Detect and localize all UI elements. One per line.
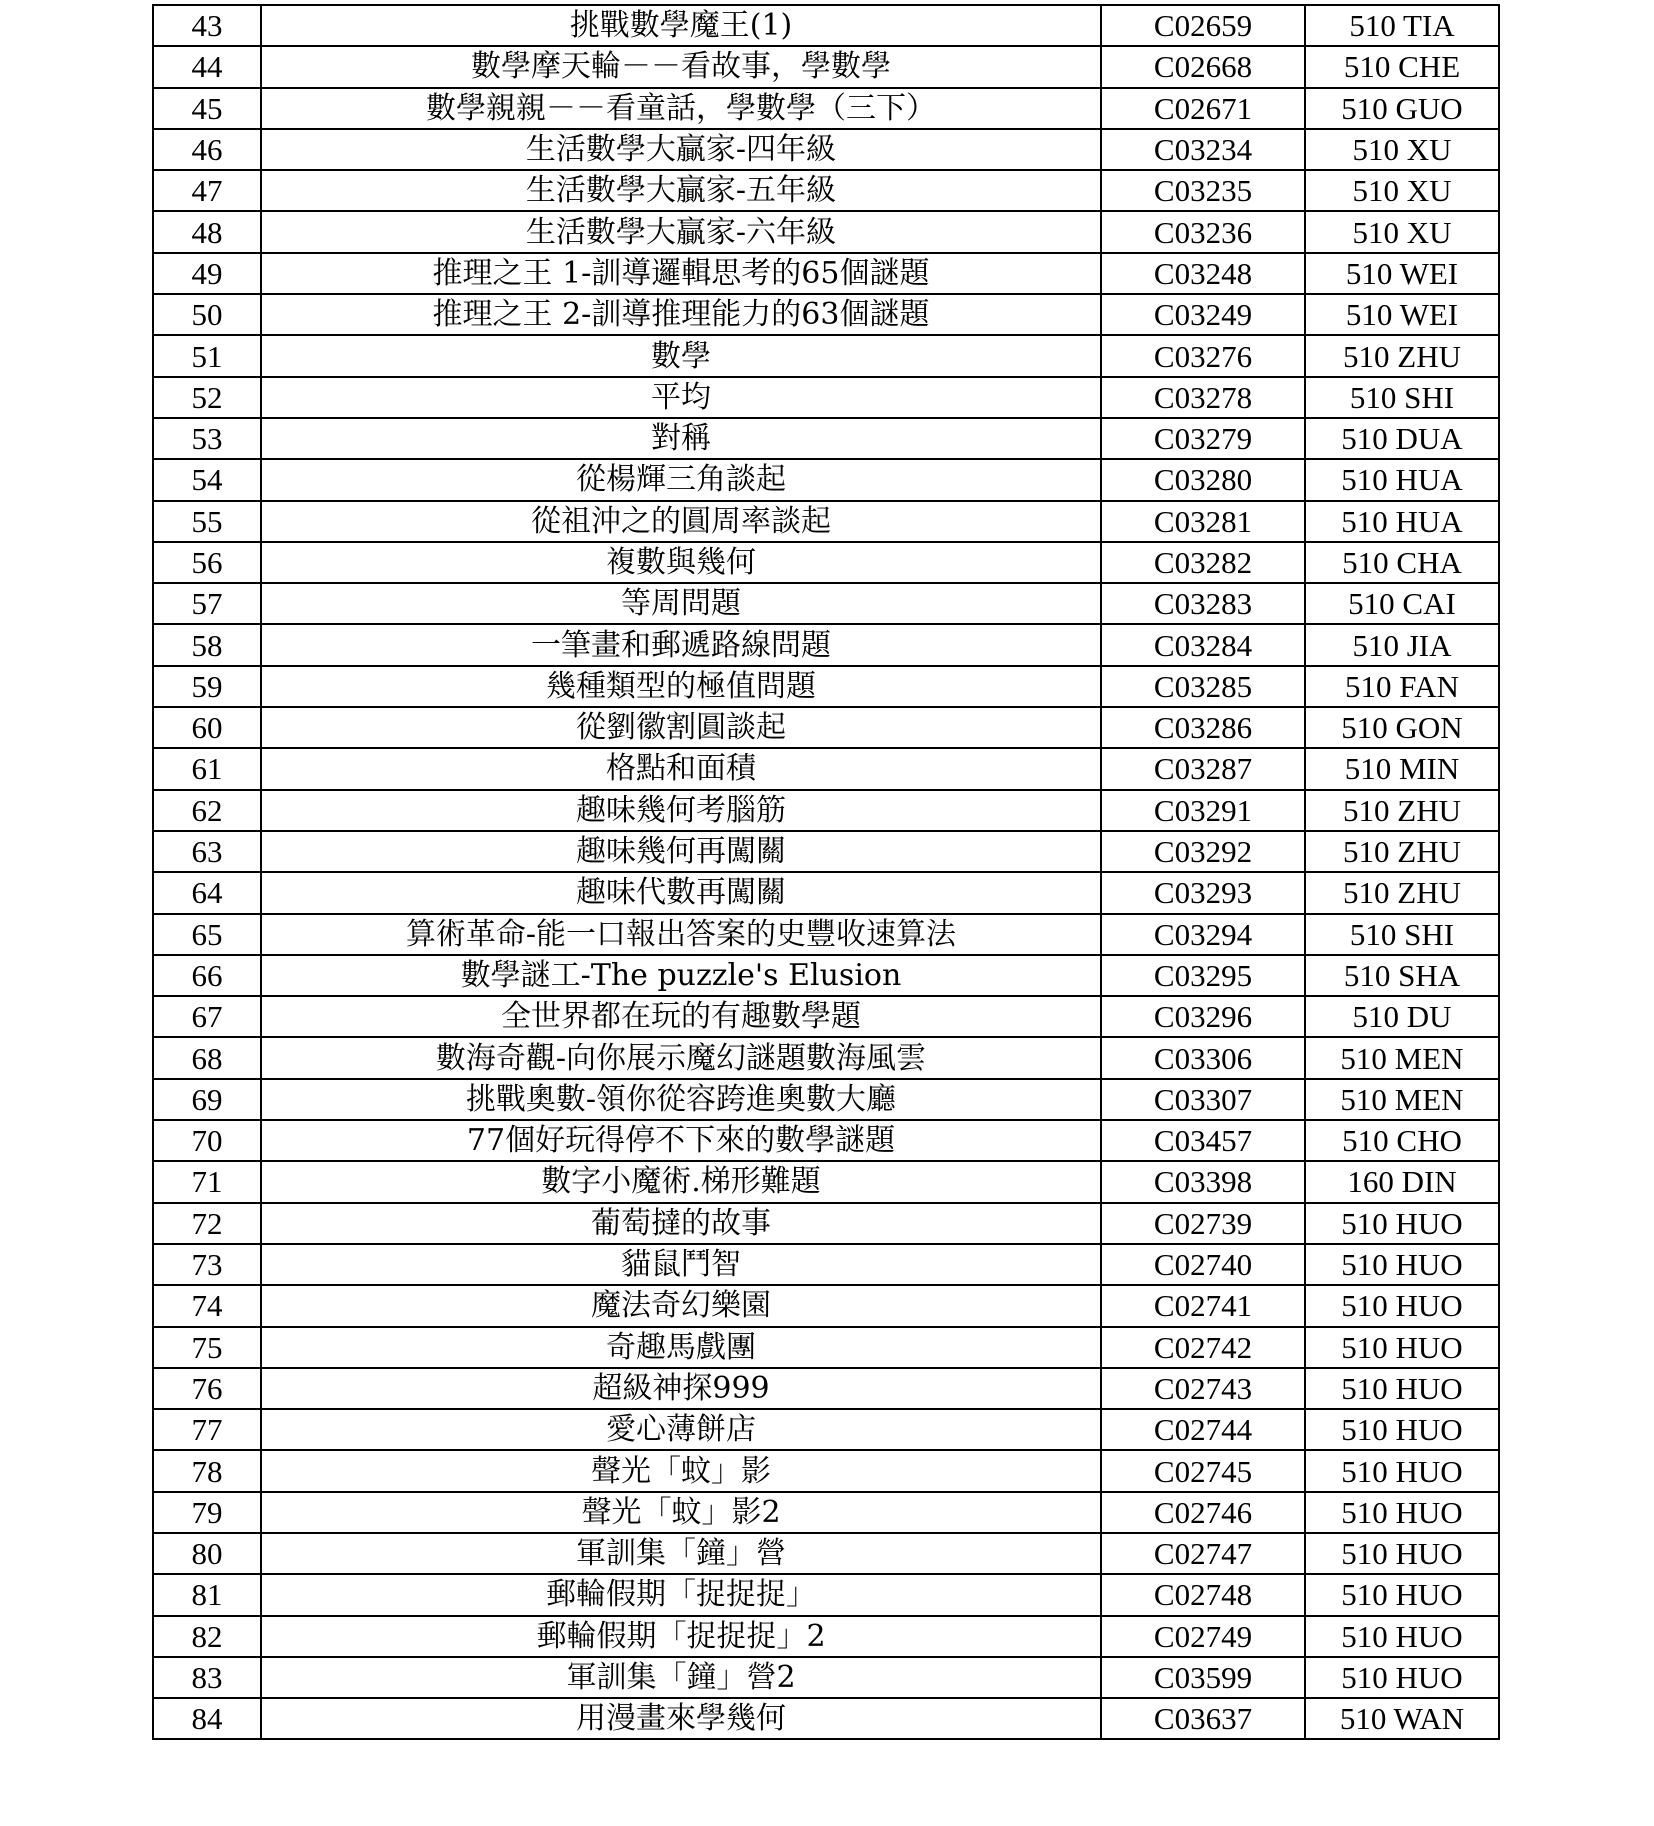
book-title-cell: 挑戰數學魔王(1) xyxy=(261,5,1101,46)
call-number-cell: 510 HUA xyxy=(1305,501,1499,542)
item-code-cell: C03281 xyxy=(1101,501,1305,542)
call-number-cell: 510 WEI xyxy=(1305,294,1499,335)
item-code-cell: C03296 xyxy=(1101,996,1305,1037)
item-code-cell: C02745 xyxy=(1101,1450,1305,1491)
table-row xyxy=(153,211,1499,252)
book-title-cell: 全世界都在玩的有趣數學題 xyxy=(261,996,1101,1037)
item-code-cell: C03293 xyxy=(1101,872,1305,913)
table-row xyxy=(153,501,1499,542)
row-number-cell: 76 xyxy=(153,1368,261,1409)
row-number-cell: 61 xyxy=(153,748,261,789)
book-title-cell: 魔法奇幻樂園 xyxy=(261,1285,1101,1326)
item-code-cell: C03235 xyxy=(1101,170,1305,211)
book-title-cell: 軍訓集「鐘」營2 xyxy=(261,1657,1101,1698)
call-number-cell: 510 SHI xyxy=(1305,377,1499,418)
row-number-cell: 59 xyxy=(153,666,261,707)
row-number-cell: 55 xyxy=(153,501,261,542)
book-title-cell: 貓鼠鬥智 xyxy=(261,1244,1101,1285)
book-title-cell: 數海奇觀-向你展示魔幻謎題數海風雲 xyxy=(261,1037,1101,1078)
call-number-cell: 510 CHE xyxy=(1305,46,1499,87)
item-code-cell: C03283 xyxy=(1101,583,1305,624)
book-title-cell: 推理之王 1-訓導邏輯思考的65個謎題 xyxy=(261,253,1101,294)
table-row xyxy=(153,5,1499,46)
call-number-cell: 510 XU xyxy=(1305,129,1499,170)
book-title-cell: 數學親親－－看童話，學數學（三下） xyxy=(261,88,1101,129)
row-number-cell: 72 xyxy=(153,1203,261,1244)
item-code-cell: C03282 xyxy=(1101,542,1305,583)
book-title-cell: 數字小魔術.梯形難題 xyxy=(261,1161,1101,1202)
item-code-cell: C03637 xyxy=(1101,1698,1305,1739)
book-title-cell: 葡萄撻的故事 xyxy=(261,1203,1101,1244)
book-title-cell: 郵輪假期「捉捉捉」2 xyxy=(261,1616,1101,1657)
row-number-cell: 45 xyxy=(153,88,261,129)
item-code-cell: C02668 xyxy=(1101,46,1305,87)
table-row xyxy=(153,1698,1499,1739)
book-title-cell: 生活數學大贏家-四年級 xyxy=(261,129,1101,170)
row-number-cell: 80 xyxy=(153,1533,261,1574)
item-code-cell: C03280 xyxy=(1101,459,1305,500)
table-row xyxy=(153,707,1499,748)
call-number-cell: 510 JIA xyxy=(1305,624,1499,665)
book-title-cell: 從劉徽割圓談起 xyxy=(261,707,1101,748)
table-row xyxy=(153,872,1499,913)
call-number-cell: 510 ZHU xyxy=(1305,831,1499,872)
call-number-cell: 510 SHI xyxy=(1305,914,1499,955)
book-title-cell: 幾種類型的極值問題 xyxy=(261,666,1101,707)
table-row xyxy=(153,1657,1499,1698)
row-number-cell: 60 xyxy=(153,707,261,748)
call-number-cell: 510 HUO xyxy=(1305,1203,1499,1244)
table-row xyxy=(153,170,1499,211)
item-code-cell: C02747 xyxy=(1101,1533,1305,1574)
row-number-cell: 58 xyxy=(153,624,261,665)
item-code-cell: C03248 xyxy=(1101,253,1305,294)
call-number-cell: 510 HUO xyxy=(1305,1492,1499,1533)
row-number-cell: 57 xyxy=(153,583,261,624)
row-number-cell: 65 xyxy=(153,914,261,955)
call-number-cell: 160 DIN xyxy=(1305,1161,1499,1202)
row-number-cell: 63 xyxy=(153,831,261,872)
book-title-cell: 等周問題 xyxy=(261,583,1101,624)
table-row xyxy=(153,1079,1499,1120)
table-row xyxy=(153,418,1499,459)
table-row xyxy=(153,624,1499,665)
table-row xyxy=(153,129,1499,170)
item-code-cell: C02749 xyxy=(1101,1616,1305,1657)
item-code-cell: C03278 xyxy=(1101,377,1305,418)
book-title-cell: 超級神探999 xyxy=(261,1368,1101,1409)
book-catalog-table xyxy=(152,4,1500,1740)
call-number-cell: 510 CHO xyxy=(1305,1120,1499,1161)
call-number-cell: 510 SHA xyxy=(1305,955,1499,996)
row-number-cell: 43 xyxy=(153,5,261,46)
call-number-cell: 510 XU xyxy=(1305,211,1499,252)
book-title-cell: 數學摩天輪－－看故事，學數學 xyxy=(261,46,1101,87)
row-number-cell: 52 xyxy=(153,377,261,418)
row-number-cell: 69 xyxy=(153,1079,261,1120)
item-code-cell: C03284 xyxy=(1101,624,1305,665)
book-title-cell: 生活數學大贏家-六年級 xyxy=(261,211,1101,252)
item-code-cell: C03276 xyxy=(1101,335,1305,376)
item-code-cell: C03292 xyxy=(1101,831,1305,872)
item-code-cell: C03279 xyxy=(1101,418,1305,459)
call-number-cell: 510 HUO xyxy=(1305,1533,1499,1574)
item-code-cell: C02744 xyxy=(1101,1409,1305,1450)
book-title-cell: 軍訓集「鐘」營 xyxy=(261,1533,1101,1574)
item-code-cell: C03307 xyxy=(1101,1079,1305,1120)
call-number-cell: 510 WAN xyxy=(1305,1698,1499,1739)
item-code-cell: C02748 xyxy=(1101,1574,1305,1615)
item-code-cell: C02740 xyxy=(1101,1244,1305,1285)
table-row xyxy=(153,914,1499,955)
book-title-cell: 趣味代數再闖關 xyxy=(261,872,1101,913)
book-title-cell: 生活數學大贏家-五年級 xyxy=(261,170,1101,211)
row-number-cell: 56 xyxy=(153,542,261,583)
table-row xyxy=(153,1120,1499,1161)
row-number-cell: 83 xyxy=(153,1657,261,1698)
call-number-cell: 510 TIA xyxy=(1305,5,1499,46)
call-number-cell: 510 HUO xyxy=(1305,1285,1499,1326)
item-code-cell: C03295 xyxy=(1101,955,1305,996)
table-row xyxy=(153,1409,1499,1450)
item-code-cell: C03285 xyxy=(1101,666,1305,707)
item-code-cell: C02746 xyxy=(1101,1492,1305,1533)
call-number-cell: 510 MEN xyxy=(1305,1079,1499,1120)
book-title-cell: 格點和面積 xyxy=(261,748,1101,789)
item-code-cell: C03291 xyxy=(1101,790,1305,831)
row-number-cell: 77 xyxy=(153,1409,261,1450)
table-row xyxy=(153,253,1499,294)
table-row xyxy=(153,1492,1499,1533)
row-number-cell: 62 xyxy=(153,790,261,831)
table-row xyxy=(153,1574,1499,1615)
call-number-cell: 510 HUO xyxy=(1305,1409,1499,1450)
row-number-cell: 84 xyxy=(153,1698,261,1739)
call-number-cell: 510 WEI xyxy=(1305,253,1499,294)
row-number-cell: 66 xyxy=(153,955,261,996)
row-number-cell: 67 xyxy=(153,996,261,1037)
table-row xyxy=(153,1327,1499,1368)
item-code-cell: C03457 xyxy=(1101,1120,1305,1161)
row-number-cell: 50 xyxy=(153,294,261,335)
table-row xyxy=(153,666,1499,707)
book-title-cell: 對稱 xyxy=(261,418,1101,459)
book-title-cell: 從祖沖之的圓周率談起 xyxy=(261,501,1101,542)
book-title-cell: 數學 xyxy=(261,335,1101,376)
row-number-cell: 46 xyxy=(153,129,261,170)
row-number-cell: 82 xyxy=(153,1616,261,1657)
table-row xyxy=(153,88,1499,129)
table-row xyxy=(153,1037,1499,1078)
item-code-cell: C02742 xyxy=(1101,1327,1305,1368)
book-title-cell: 一筆畫和郵遞路線問題 xyxy=(261,624,1101,665)
row-number-cell: 79 xyxy=(153,1492,261,1533)
item-code-cell: C02659 xyxy=(1101,5,1305,46)
item-code-cell: C03236 xyxy=(1101,211,1305,252)
row-number-cell: 44 xyxy=(153,46,261,87)
call-number-cell: 510 HUO xyxy=(1305,1657,1499,1698)
book-title-cell: 推理之王 2-訓導推理能力的63個謎題 xyxy=(261,294,1101,335)
row-number-cell: 71 xyxy=(153,1161,261,1202)
item-code-cell: C02743 xyxy=(1101,1368,1305,1409)
call-number-cell: 510 ZHU xyxy=(1305,790,1499,831)
table-row xyxy=(153,1203,1499,1244)
row-number-cell: 51 xyxy=(153,335,261,376)
book-title-cell: 算術革命-能一口報出答案的史豐收速算法 xyxy=(261,914,1101,955)
call-number-cell: 510 HUO xyxy=(1305,1616,1499,1657)
table-row xyxy=(153,1285,1499,1326)
book-title-cell: 數學謎工-The puzzle's Elusion xyxy=(261,955,1101,996)
row-number-cell: 68 xyxy=(153,1037,261,1078)
item-code-cell: C03287 xyxy=(1101,748,1305,789)
call-number-cell: 510 HUO xyxy=(1305,1327,1499,1368)
book-title-cell: 複數與幾何 xyxy=(261,542,1101,583)
table-row xyxy=(153,542,1499,583)
row-number-cell: 73 xyxy=(153,1244,261,1285)
book-title-cell: 愛心薄餅店 xyxy=(261,1409,1101,1450)
row-number-cell: 81 xyxy=(153,1574,261,1615)
item-code-cell: C02739 xyxy=(1101,1203,1305,1244)
book-title-cell: 郵輪假期「捉捉捉」 xyxy=(261,1574,1101,1615)
table-row xyxy=(153,459,1499,500)
call-number-cell: 510 GUO xyxy=(1305,88,1499,129)
call-number-cell: 510 CHA xyxy=(1305,542,1499,583)
item-code-cell: C03398 xyxy=(1101,1161,1305,1202)
table-row xyxy=(153,1450,1499,1491)
row-number-cell: 78 xyxy=(153,1450,261,1491)
call-number-cell: 510 GON xyxy=(1305,707,1499,748)
call-number-cell: 510 HUO xyxy=(1305,1574,1499,1615)
call-number-cell: 510 DUA xyxy=(1305,418,1499,459)
item-code-cell: C03306 xyxy=(1101,1037,1305,1078)
call-number-cell: 510 MIN xyxy=(1305,748,1499,789)
row-number-cell: 49 xyxy=(153,253,261,294)
book-title-cell: 平均 xyxy=(261,377,1101,418)
table-row xyxy=(153,1161,1499,1202)
item-code-cell: C03234 xyxy=(1101,129,1305,170)
book-title-cell: 用漫畫來學幾何 xyxy=(261,1698,1101,1739)
row-number-cell: 47 xyxy=(153,170,261,211)
book-title-cell: 趣味幾何考腦筋 xyxy=(261,790,1101,831)
catalog-table-body xyxy=(153,5,1499,1739)
book-title-cell: 挑戰奧數-領你從容跨進奧數大廳 xyxy=(261,1079,1101,1120)
item-code-cell: C02741 xyxy=(1101,1285,1305,1326)
call-number-cell: 510 MEN xyxy=(1305,1037,1499,1078)
table-row xyxy=(153,583,1499,624)
table-row xyxy=(153,1368,1499,1409)
item-code-cell: C03599 xyxy=(1101,1657,1305,1698)
book-title-cell: 趣味幾何再闖關 xyxy=(261,831,1101,872)
row-number-cell: 53 xyxy=(153,418,261,459)
call-number-cell: 510 XU xyxy=(1305,170,1499,211)
item-code-cell: C02671 xyxy=(1101,88,1305,129)
call-number-cell: 510 HUO xyxy=(1305,1368,1499,1409)
row-number-cell: 54 xyxy=(153,459,261,500)
book-title-cell: 奇趣馬戲團 xyxy=(261,1327,1101,1368)
table-row xyxy=(153,294,1499,335)
row-number-cell: 74 xyxy=(153,1285,261,1326)
table-row xyxy=(153,955,1499,996)
table-row xyxy=(153,996,1499,1037)
row-number-cell: 48 xyxy=(153,211,261,252)
call-number-cell: 510 FAN xyxy=(1305,666,1499,707)
table-row xyxy=(153,831,1499,872)
call-number-cell: 510 CAI xyxy=(1305,583,1499,624)
book-title-cell: 從楊輝三角談起 xyxy=(261,459,1101,500)
book-title-cell: 77個好玩得停不下來的數學謎題 xyxy=(261,1120,1101,1161)
item-code-cell: C03286 xyxy=(1101,707,1305,748)
item-code-cell: C03249 xyxy=(1101,294,1305,335)
row-number-cell: 70 xyxy=(153,1120,261,1161)
call-number-cell: 510 HUO xyxy=(1305,1450,1499,1491)
table-row xyxy=(153,335,1499,376)
table-row xyxy=(153,1533,1499,1574)
call-number-cell: 510 DU xyxy=(1305,996,1499,1037)
book-title-cell: 聲光「蚊」影2 xyxy=(261,1492,1101,1533)
table-row xyxy=(153,377,1499,418)
row-number-cell: 64 xyxy=(153,872,261,913)
row-number-cell: 75 xyxy=(153,1327,261,1368)
table-row xyxy=(153,748,1499,789)
call-number-cell: 510 HUO xyxy=(1305,1244,1499,1285)
call-number-cell: 510 ZHU xyxy=(1305,335,1499,376)
table-row xyxy=(153,46,1499,87)
book-title-cell: 聲光「蚊」影 xyxy=(261,1450,1101,1491)
item-code-cell: C03294 xyxy=(1101,914,1305,955)
table-row xyxy=(153,790,1499,831)
call-number-cell: 510 ZHU xyxy=(1305,872,1499,913)
table-row xyxy=(153,1244,1499,1285)
table-row xyxy=(153,1616,1499,1657)
call-number-cell: 510 HUA xyxy=(1305,459,1499,500)
